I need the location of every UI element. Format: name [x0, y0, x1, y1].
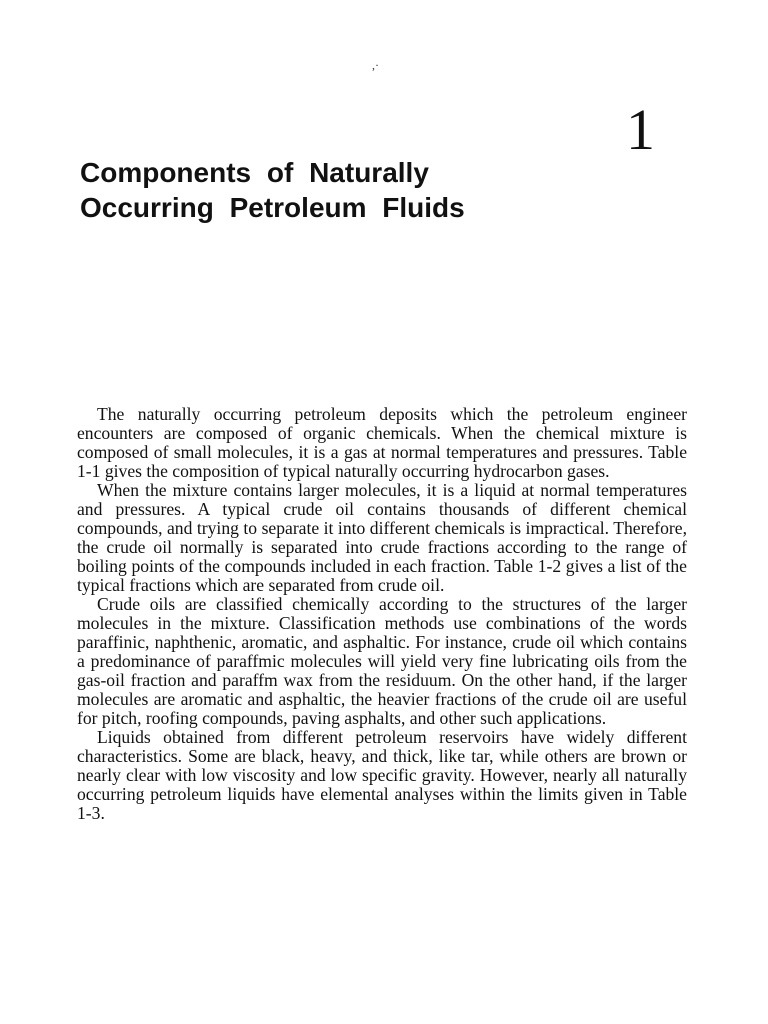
stray-mark: ,·: [372, 58, 379, 72]
chapter-title-line-2: Occurring Petroleum Fluids: [80, 192, 465, 223]
paragraph: Liquids obtained from different petroleum reservoirs have widely different characteristics. Some are black, heavy, and thick, like tar, while others are brown or nearly clear with low viscosity and low specific gravity. However, nearly all naturally occurring petroleum liquids have elemental analyses within the limits given in Table 1-3.: [77, 727, 687, 823]
chapter-title: [80, 155, 600, 225]
chapter-title-line-1: Components of Naturally: [80, 157, 429, 188]
chapter-number: 1: [626, 97, 655, 162]
paragraph: When the mixture contains larger molecules, it is a liquid at normal temperatures and pressures. A typical crude oil contains thousands of different chemical compounds, and trying to separate it into different chemicals is impractical. Therefore, the crude oil normally is separated into crude fractions according to the range of boiling points of the compounds included in each fraction. Table 1-2 gives a list of the typical fractions which are separated from crude oil.: [77, 480, 687, 595]
paragraph: The naturally occurring petroleum deposits which the petroleum engineer encounters are composed of organic chemicals. When the chemical mixture is composed of small molecules, it is a gas at normal temperatures and pressures. Table 1-1 gives the composition of typical naturally occurring hydrocarbon gases.: [77, 404, 687, 481]
body-text: [77, 405, 687, 823]
paragraph: Crude oils are classified chemically according to the structures of the larger molecules in the mixture. Classification methods use combinations of the words paraffinic, naphthenic, aromatic, and asphaltic. For instance, crude oil which contains a predominance of paraffmic molecules will yield very fine lubricating oils from the gas-oil fraction and paraffm wax from the residuum. On the other hand, if the larger molecules are aromatic and asphaltic, the heavier fractions of the crude oil are useful for pitch, roofing compounds, paving asphalts, and other such applications.: [77, 594, 687, 728]
